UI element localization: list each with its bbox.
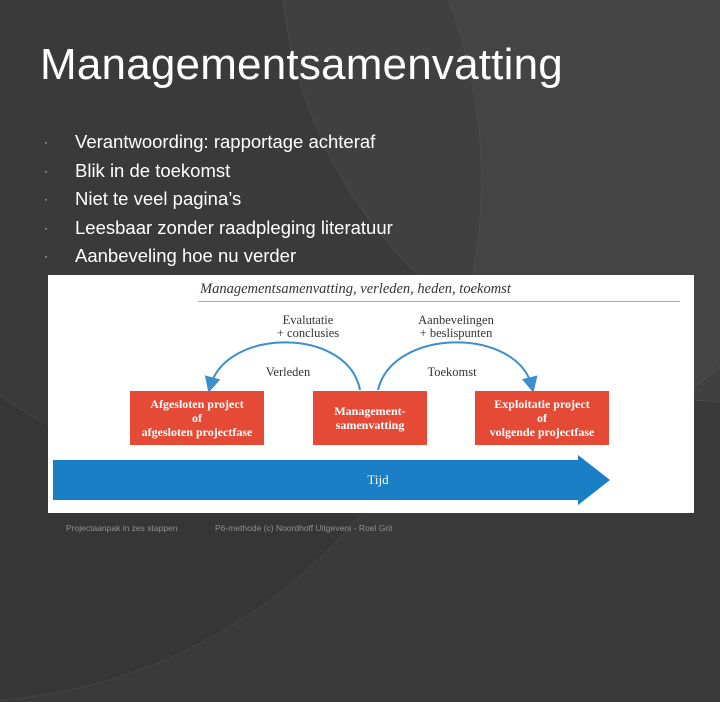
bullet-text: Aanbeveling hoe nu verder [75, 245, 297, 266]
bullet-icon: · [44, 192, 48, 206]
figure-title-rule [198, 301, 680, 302]
bullet-text: Verantwoording: rapportage achteraf [75, 131, 376, 152]
timeline-label: Tijd [367, 472, 389, 487]
footer-left: Projectaanpak in zes stappen [66, 523, 178, 533]
evaluation-label: Evalutatie + conclusies [276, 313, 340, 340]
recommendations-label: Aanbevelingen + beslispunten [418, 313, 494, 340]
timeline-figure [48, 275, 694, 513]
bullet-icon: · [44, 220, 48, 235]
next-phase-box: Exploitatie project of volgende projectfase [475, 391, 609, 445]
bullet-icon: · [44, 163, 48, 178]
footer-right: P6-methode (c) Noordhoff Uitgevers - Roel Grit [215, 523, 393, 533]
bullet-text: Blik in de toekomst [75, 159, 231, 181]
future-label: Toekomst [427, 365, 477, 379]
bullet-text: Leesbaar zonder raadpleging literatuur [75, 216, 393, 238]
completed-project-box: Afgesloten project of afgesloten projectfase [130, 391, 264, 445]
figure-title: Managementsamenvatting, verleden, heden, toekomst [200, 281, 511, 297]
bullet-icon: · [44, 249, 48, 263]
management-summary-box: Management- samenvatting [313, 391, 427, 445]
slide-title: Managementsamenvatting [40, 40, 563, 89]
past-label: Verleden [265, 365, 311, 379]
timeline-arrow [53, 455, 610, 505]
bullet-text: Niet te veel pagina’s [75, 188, 242, 209]
bullet-icon: · [44, 135, 48, 149]
